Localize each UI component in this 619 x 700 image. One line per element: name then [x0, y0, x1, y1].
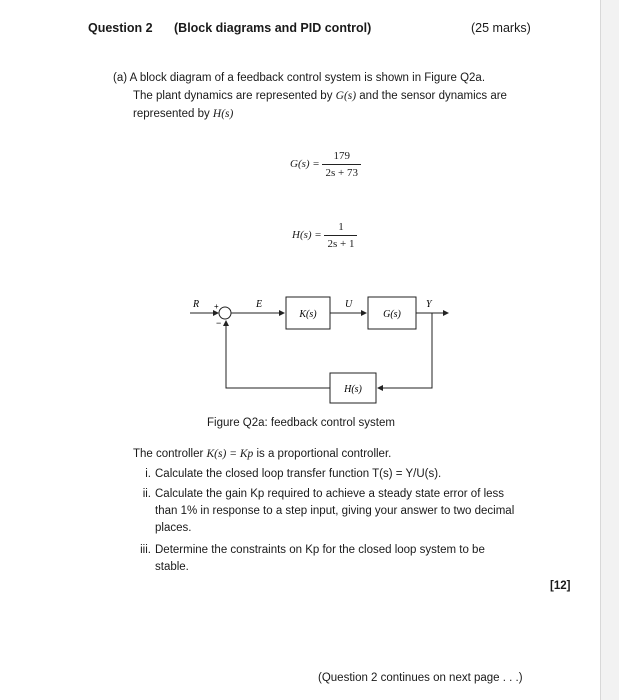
part-a-line3: represented by H(s)	[133, 108, 234, 120]
plus-sign: +	[214, 302, 219, 311]
g-block-label: G(s)	[383, 309, 401, 320]
k-block-label: K(s)	[299, 309, 317, 320]
part-a-line2: The plant dynamics are represented by G(s) and the sensor dynamics are	[133, 90, 507, 102]
controller-statement: The controller K(s) = Kp is a proportional controller.	[133, 448, 392, 460]
item-ii-number: ii.	[142, 488, 151, 500]
g-of-s-inline: G(s)	[335, 90, 357, 102]
question-number: Question 2	[88, 21, 153, 35]
item-i-line1: Calculate the closed loop transfer function T(s) = Y/U(s).	[155, 468, 442, 480]
label-r: R	[193, 299, 200, 310]
equation-h-numerator: 1	[324, 221, 357, 236]
item-ii-line2: than 1% in response to a step input, giving your answer to two decimal	[155, 505, 515, 517]
item-iii-number: iii.	[140, 544, 151, 556]
item-i	[133, 466, 533, 483]
feedback-line-left	[226, 321, 330, 388]
figure-caption: Figure Q2a: feedback control system	[207, 417, 395, 429]
equation-h-denominator: 2s + 1	[327, 238, 355, 250]
label-e: E	[256, 299, 263, 310]
equation-g-numerator: 179	[322, 150, 360, 165]
item-ii-line1: Calculate the gain Kp required to achieve a steady state error of less	[155, 488, 505, 500]
item-iii	[133, 542, 543, 576]
minus-sign: −	[216, 318, 222, 328]
controller-math: K(s) = Kp	[206, 448, 254, 460]
label-u: U	[345, 299, 353, 310]
h-block-label: H(s)	[344, 384, 362, 395]
equation-g-denominator: 2s + 73	[325, 167, 358, 179]
item-i-number: i.	[145, 468, 151, 480]
item-ii-line3: places.	[155, 522, 192, 534]
item-iii-line2: stable.	[155, 561, 189, 573]
equation-h	[292, 221, 357, 250]
label-y: Y	[426, 299, 432, 310]
equation-h-lhs: H(s) =	[292, 229, 322, 242]
equation-h-fraction	[324, 221, 357, 250]
equation-g	[290, 150, 361, 179]
equation-g-fraction	[322, 150, 360, 179]
footer-continuation: (Question 2 continues on next page . . .)	[318, 672, 523, 684]
item-iii-line1: Determine the constraints on Kp for the closed loop system to be	[155, 544, 485, 556]
h-of-s-inline: H(s)	[212, 108, 234, 120]
block-diagram	[180, 292, 470, 414]
item-ii	[133, 486, 543, 537]
marks-total: [12]	[550, 580, 571, 592]
question-topic: (Block diagrams and PID control)	[174, 21, 372, 35]
part-a-line1: (a) A block diagram of a feedback control system is shown in Figure Q2a.	[113, 72, 486, 84]
equation-g-lhs: G(s) =	[290, 158, 320, 171]
question-marks: (25 marks)	[471, 21, 531, 35]
